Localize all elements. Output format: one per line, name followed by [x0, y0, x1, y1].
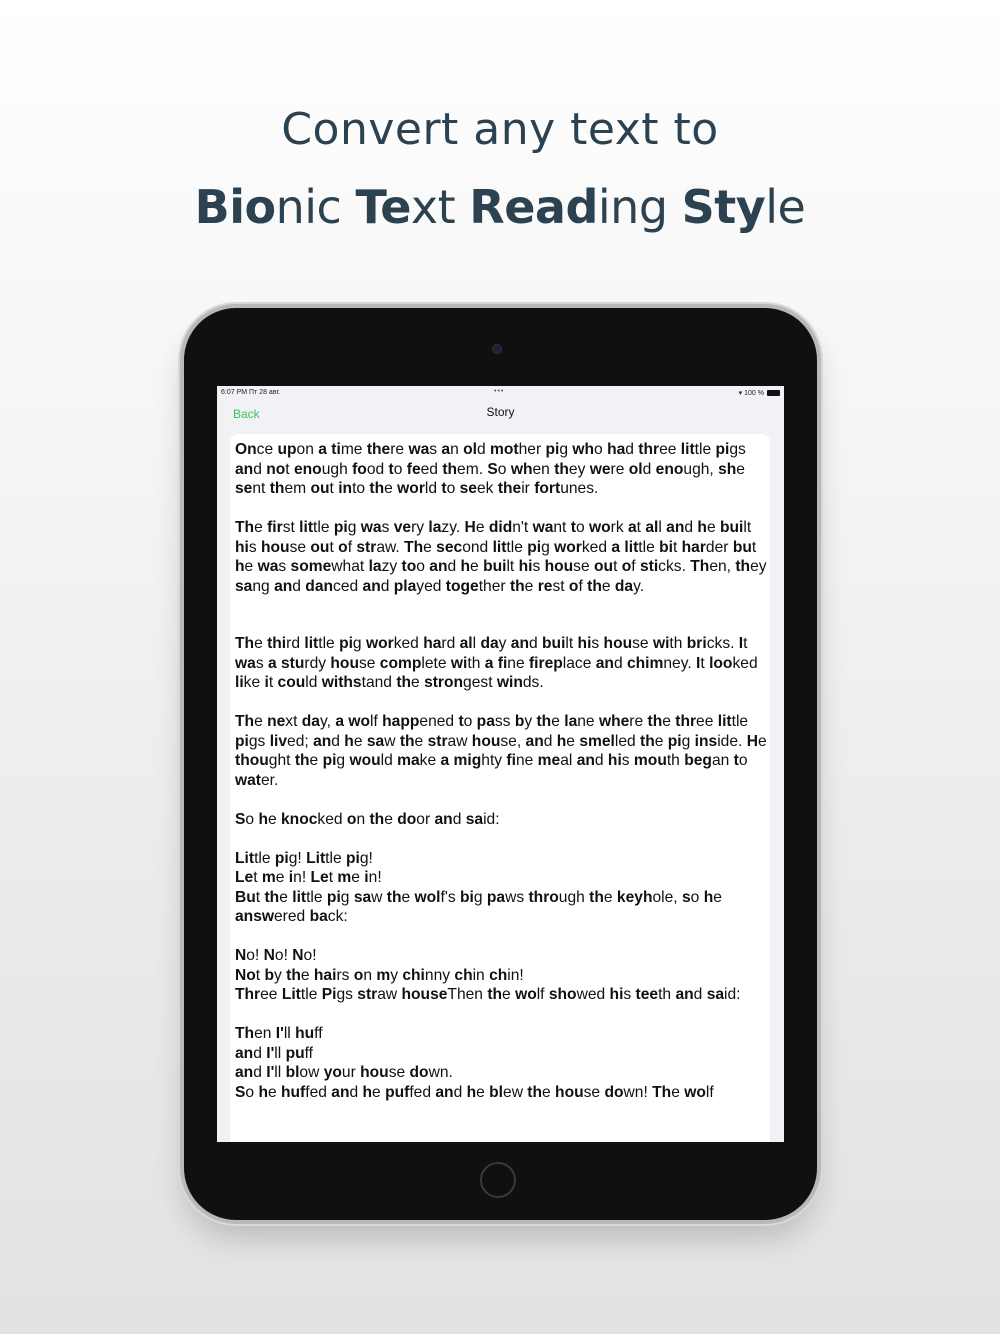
app-screen	[217, 386, 784, 1142]
status-time: 6:07 PM Пт 28 авг.	[221, 389, 281, 396]
back-button[interactable]: Back	[233, 407, 260, 421]
story-paragraph: So he knocked on the door and said:	[235, 810, 500, 828]
story-paragraph: The next day, a wolf happened to pass by the lane where the three little pigs lived; and he saw the straw house, and he smelled the pig inside. He thought the pig would make a mighty fine meal and his mouth began to water.	[235, 713, 767, 789]
story-paragraph: Little pig! Little pig! Let me in! Let me in! But the little pig saw the wolf's big paws through the keyhole, so he answered back:	[235, 849, 722, 925]
page-title: Story	[486, 405, 515, 419]
story-paragraph: Once upon a time there was an old mother pig who had three little pigs and not enough food to feed them. So when they were old enough, she sent them out into the world to seek their fortunes.	[235, 441, 746, 497]
front-camera	[492, 344, 502, 354]
story-paragraph: The third little pig worked hard all day and built his house with bricks. It was a sturdy house complete with a fine fireplace and chimney. It looked like it could withstand the strongest winds.	[235, 635, 758, 691]
headline-regular-part: nic	[275, 180, 356, 234]
status-bar	[217, 386, 784, 400]
headline-line-1: Convert any text to	[281, 104, 719, 155]
story-paragraph: Then I'll huff and I'll puff and I'll blow your house down. So he huffed and he puffed and he blew the house down! The wolf	[235, 1025, 714, 1101]
story-paragraph: No! No! No! Not by the hairs on my chinny chin chin! Three Little Pigs straw houseThen the wolf showed his teeth and said:	[235, 947, 741, 1003]
wifi-icon: ▾	[738, 390, 743, 397]
headline-bold-part: Bio	[194, 180, 276, 234]
navigation-bar	[217, 400, 784, 430]
headline-line-2	[0, 180, 1000, 234]
ipad-device-frame	[184, 308, 817, 1220]
story-paragraph: The first little pig was very lazy. He didn't want to work at all and he built his house out of straw. The second little pig worked a little bit harder but he was somewhat lazy too and he built his house out of sticks. Then, they sang and danced and played together the rest of the day.	[235, 519, 767, 595]
battery-percent: 100 %	[744, 390, 764, 397]
status-right	[739, 389, 764, 397]
home-button[interactable]	[480, 1162, 516, 1198]
story-text-view[interactable]	[230, 434, 770, 1142]
headline-regular-part: le	[765, 180, 806, 234]
headline-bold-part: Sty	[681, 180, 766, 234]
headline-bold-part: Te	[355, 180, 411, 234]
battery-icon	[767, 390, 780, 396]
headline-regular-part: xt	[410, 180, 470, 234]
headline-bold-part: Read	[469, 180, 598, 234]
story-text	[235, 440, 770, 1122]
headline-regular-part: ing	[597, 180, 682, 234]
multitasking-dots-icon[interactable]: •••	[494, 388, 505, 395]
